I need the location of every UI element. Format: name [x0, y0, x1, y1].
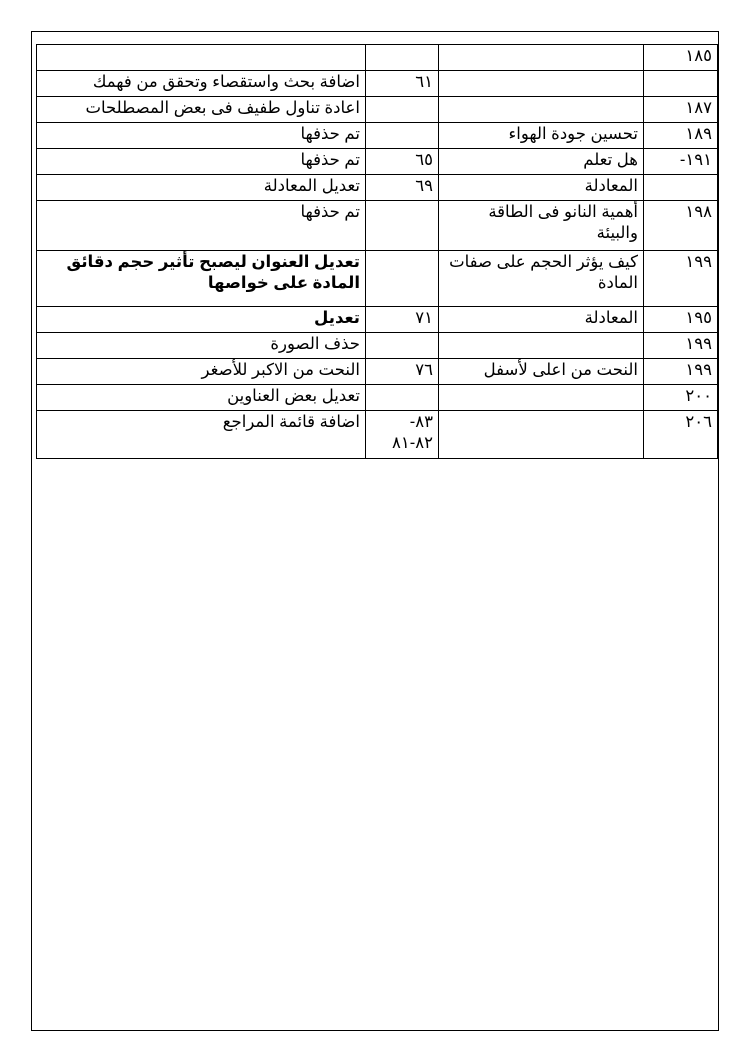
- new-page-cell: ٨٣- ٨٢-٨١: [366, 411, 439, 459]
- change-cell: حذف الصورة: [37, 333, 366, 359]
- table-row: [37, 45, 718, 71]
- old-page-cell: ١٩٩: [644, 333, 718, 359]
- change-cell: تعديل بعض العناوين: [37, 385, 366, 411]
- old-page-cell: ١٩١-: [644, 149, 718, 175]
- table-row: [37, 123, 718, 149]
- table-body: [37, 45, 718, 459]
- change-cell: تم حذفها: [37, 149, 366, 175]
- new-page-cell: ٦٥: [366, 149, 439, 175]
- old-page-cell: ٢٠٦: [644, 411, 718, 459]
- table-row: [37, 97, 718, 123]
- table-row: [37, 333, 718, 359]
- old-item-cell: [439, 333, 644, 359]
- table-row: [37, 175, 718, 201]
- change-cell: تم حذفها: [37, 201, 366, 251]
- old-page-cell: ١٨٧: [644, 97, 718, 123]
- new-page-cell: [366, 123, 439, 149]
- change-cell: تعديل العنوان ليصبح تأثير حجم دقائق المادة على خواصها: [37, 251, 366, 307]
- table-row: [37, 251, 718, 307]
- old-item-cell: هل تعلم: [439, 149, 644, 175]
- change-cell: النحت من الاكبر للأصغر: [37, 359, 366, 385]
- table-row: [37, 411, 718, 459]
- new-page-cell: [366, 333, 439, 359]
- new-page-cell: ٦١: [366, 71, 439, 97]
- new-page-cell: [366, 97, 439, 123]
- new-page-cell: ٧١: [366, 307, 439, 333]
- change-cell: [37, 45, 366, 71]
- old-page-cell: ١٩٩: [644, 251, 718, 307]
- table-row: [37, 149, 718, 175]
- change-cell: اضافة قائمة المراجع: [37, 411, 366, 459]
- old-page-cell: ١٩٨: [644, 201, 718, 251]
- old-item-cell: المعادلة: [439, 175, 644, 201]
- old-item-cell: كيف يؤثر الحجم على صفات المادة: [439, 251, 644, 307]
- old-page-cell: ١٩٥: [644, 307, 718, 333]
- old-item-cell: [439, 411, 644, 459]
- new-page-cell: [366, 251, 439, 307]
- new-page-cell: [366, 385, 439, 411]
- old-item-cell: أهمية النانو فى الطاقة والبيئة: [439, 201, 644, 251]
- change-cell: تعديل المعادلة: [37, 175, 366, 201]
- old-item-cell: النحت من اعلى لأسفل: [439, 359, 644, 385]
- old-page-cell: ١٨٩: [644, 123, 718, 149]
- old-page-cell: ٢٠٠: [644, 385, 718, 411]
- old-item-cell: [439, 45, 644, 71]
- old-item-cell: تحسين جودة الهواء: [439, 123, 644, 149]
- old-page-cell: [644, 71, 718, 97]
- old-item-cell: المعادلة: [439, 307, 644, 333]
- table-row: [37, 359, 718, 385]
- change-cell: اضافة بحث واستقصاء وتحقق من فهمك: [37, 71, 366, 97]
- change-cell: اعادة تناول طفيف فى بعض المصطلحات: [37, 97, 366, 123]
- table-row: [37, 307, 718, 333]
- new-page-cell: ٦٩: [366, 175, 439, 201]
- table-row: [37, 385, 718, 411]
- old-page-cell: ١٨٥: [644, 45, 718, 71]
- change-cell: تعديل: [37, 307, 366, 333]
- old-page-cell: ١٩٩: [644, 359, 718, 385]
- old-item-cell: [439, 385, 644, 411]
- new-page-cell: [366, 201, 439, 251]
- change-cell: تم حذفها: [37, 123, 366, 149]
- table-row: [37, 201, 718, 251]
- old-item-cell: [439, 97, 644, 123]
- old-item-cell: [439, 71, 644, 97]
- new-page-cell: [366, 45, 439, 71]
- revisions-table: [36, 44, 718, 459]
- old-page-cell: [644, 175, 718, 201]
- table-row: [37, 71, 718, 97]
- new-page-cell: ٧٦: [366, 359, 439, 385]
